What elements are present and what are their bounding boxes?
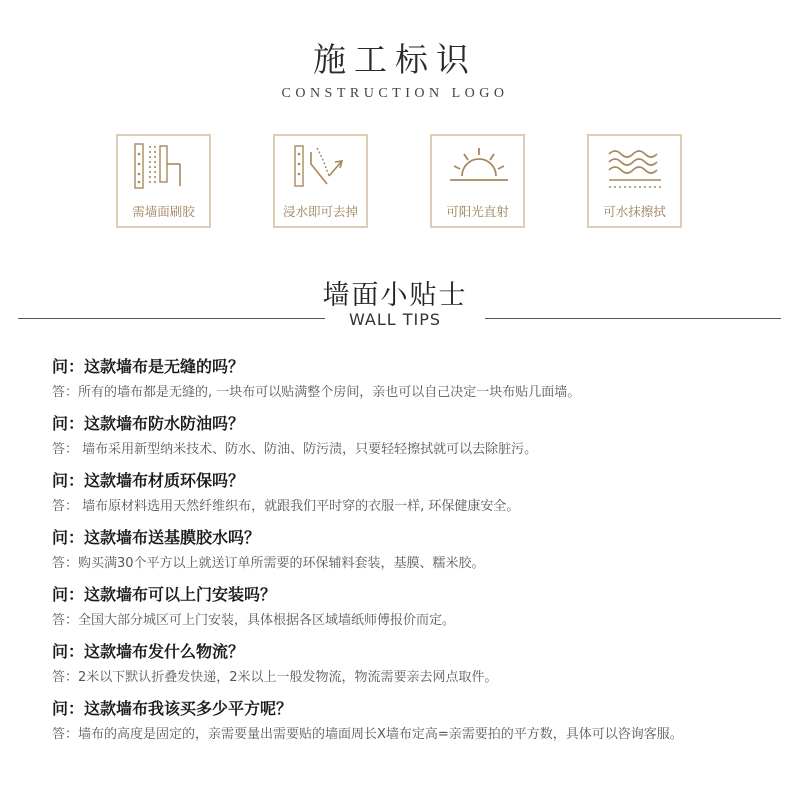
faq-question: 问：这款墙布材质环保吗？	[52, 471, 245, 490]
tips-title: 墙面小贴士	[322, 280, 468, 311]
faq-answer: 答：所有的墙布都是无缝的, 一块布可以贴满整个房间，亲也可以自己决定一块布贴几面墙。	[52, 385, 581, 400]
faq-question: 问：这款墙布我该买多少平方呢？	[52, 699, 293, 718]
faq-answer: 答： 墙布原材料选用天然纤维织布，就跟我们平时穿的衣服一样, 环保健康安全。	[52, 499, 520, 514]
water-peel-icon	[287, 142, 357, 204]
sun-icon	[444, 142, 514, 204]
faq-question: 问：这款墙布防水防油吗？	[52, 414, 245, 433]
faq-question: 问：这款墙布可以上门安装吗？	[52, 585, 277, 604]
faq-answer: 答：全国大部分城区可上门安装，具体根据各区域墙纸师傅报价而定。	[52, 613, 456, 628]
icon-label: 浸水即可去掉	[282, 204, 358, 219]
icon-card-water-wipe	[587, 134, 682, 228]
faq-answer: 答：墙布的高度是固定的，亲需要量出需要贴的墙面周长X墙布定高=亲需要拍的平方数，具体可以咨询客服。	[52, 727, 683, 742]
icon-label: 可阳光直射	[446, 204, 509, 219]
section-title: 施工标识	[313, 40, 477, 79]
icon-card-glue	[116, 134, 211, 228]
water-wipe-icon	[601, 142, 671, 204]
glue-wall-icon	[130, 142, 200, 204]
faq-answer: 答： 墙布采用新型纳米技术、防水、防油、防污渍，只要轻轻擦拭就可以去除脏污。	[52, 442, 538, 457]
faq-question: 问：这款墙布是无缝的吗？	[52, 357, 245, 376]
tips-subtitle: WALL TIPS	[348, 310, 442, 329]
icon-label: 需墙面刷胶	[132, 204, 195, 219]
section-subtitle: CONSTRUCTION LOGO	[281, 86, 509, 101]
icon-card-sun	[430, 134, 525, 228]
faq-answer: 答：2米以下默认折叠发快递，2米以上一般发物流，物流需要亲去网点取件。	[52, 670, 498, 685]
faq-question: 问：这款墙布送基膜胶水吗？	[52, 528, 261, 547]
faq-list	[52, 353, 772, 750]
faq-answer: 答：购买满30个平方以上就送订单所需要的环保辅料套装，基膜、糯米胶。	[52, 556, 485, 571]
icon-label: 可水抹擦拭	[603, 204, 666, 219]
icon-card-water-peel	[273, 134, 368, 228]
faq-question: 问：这款墙布发什么物流？	[52, 642, 245, 661]
